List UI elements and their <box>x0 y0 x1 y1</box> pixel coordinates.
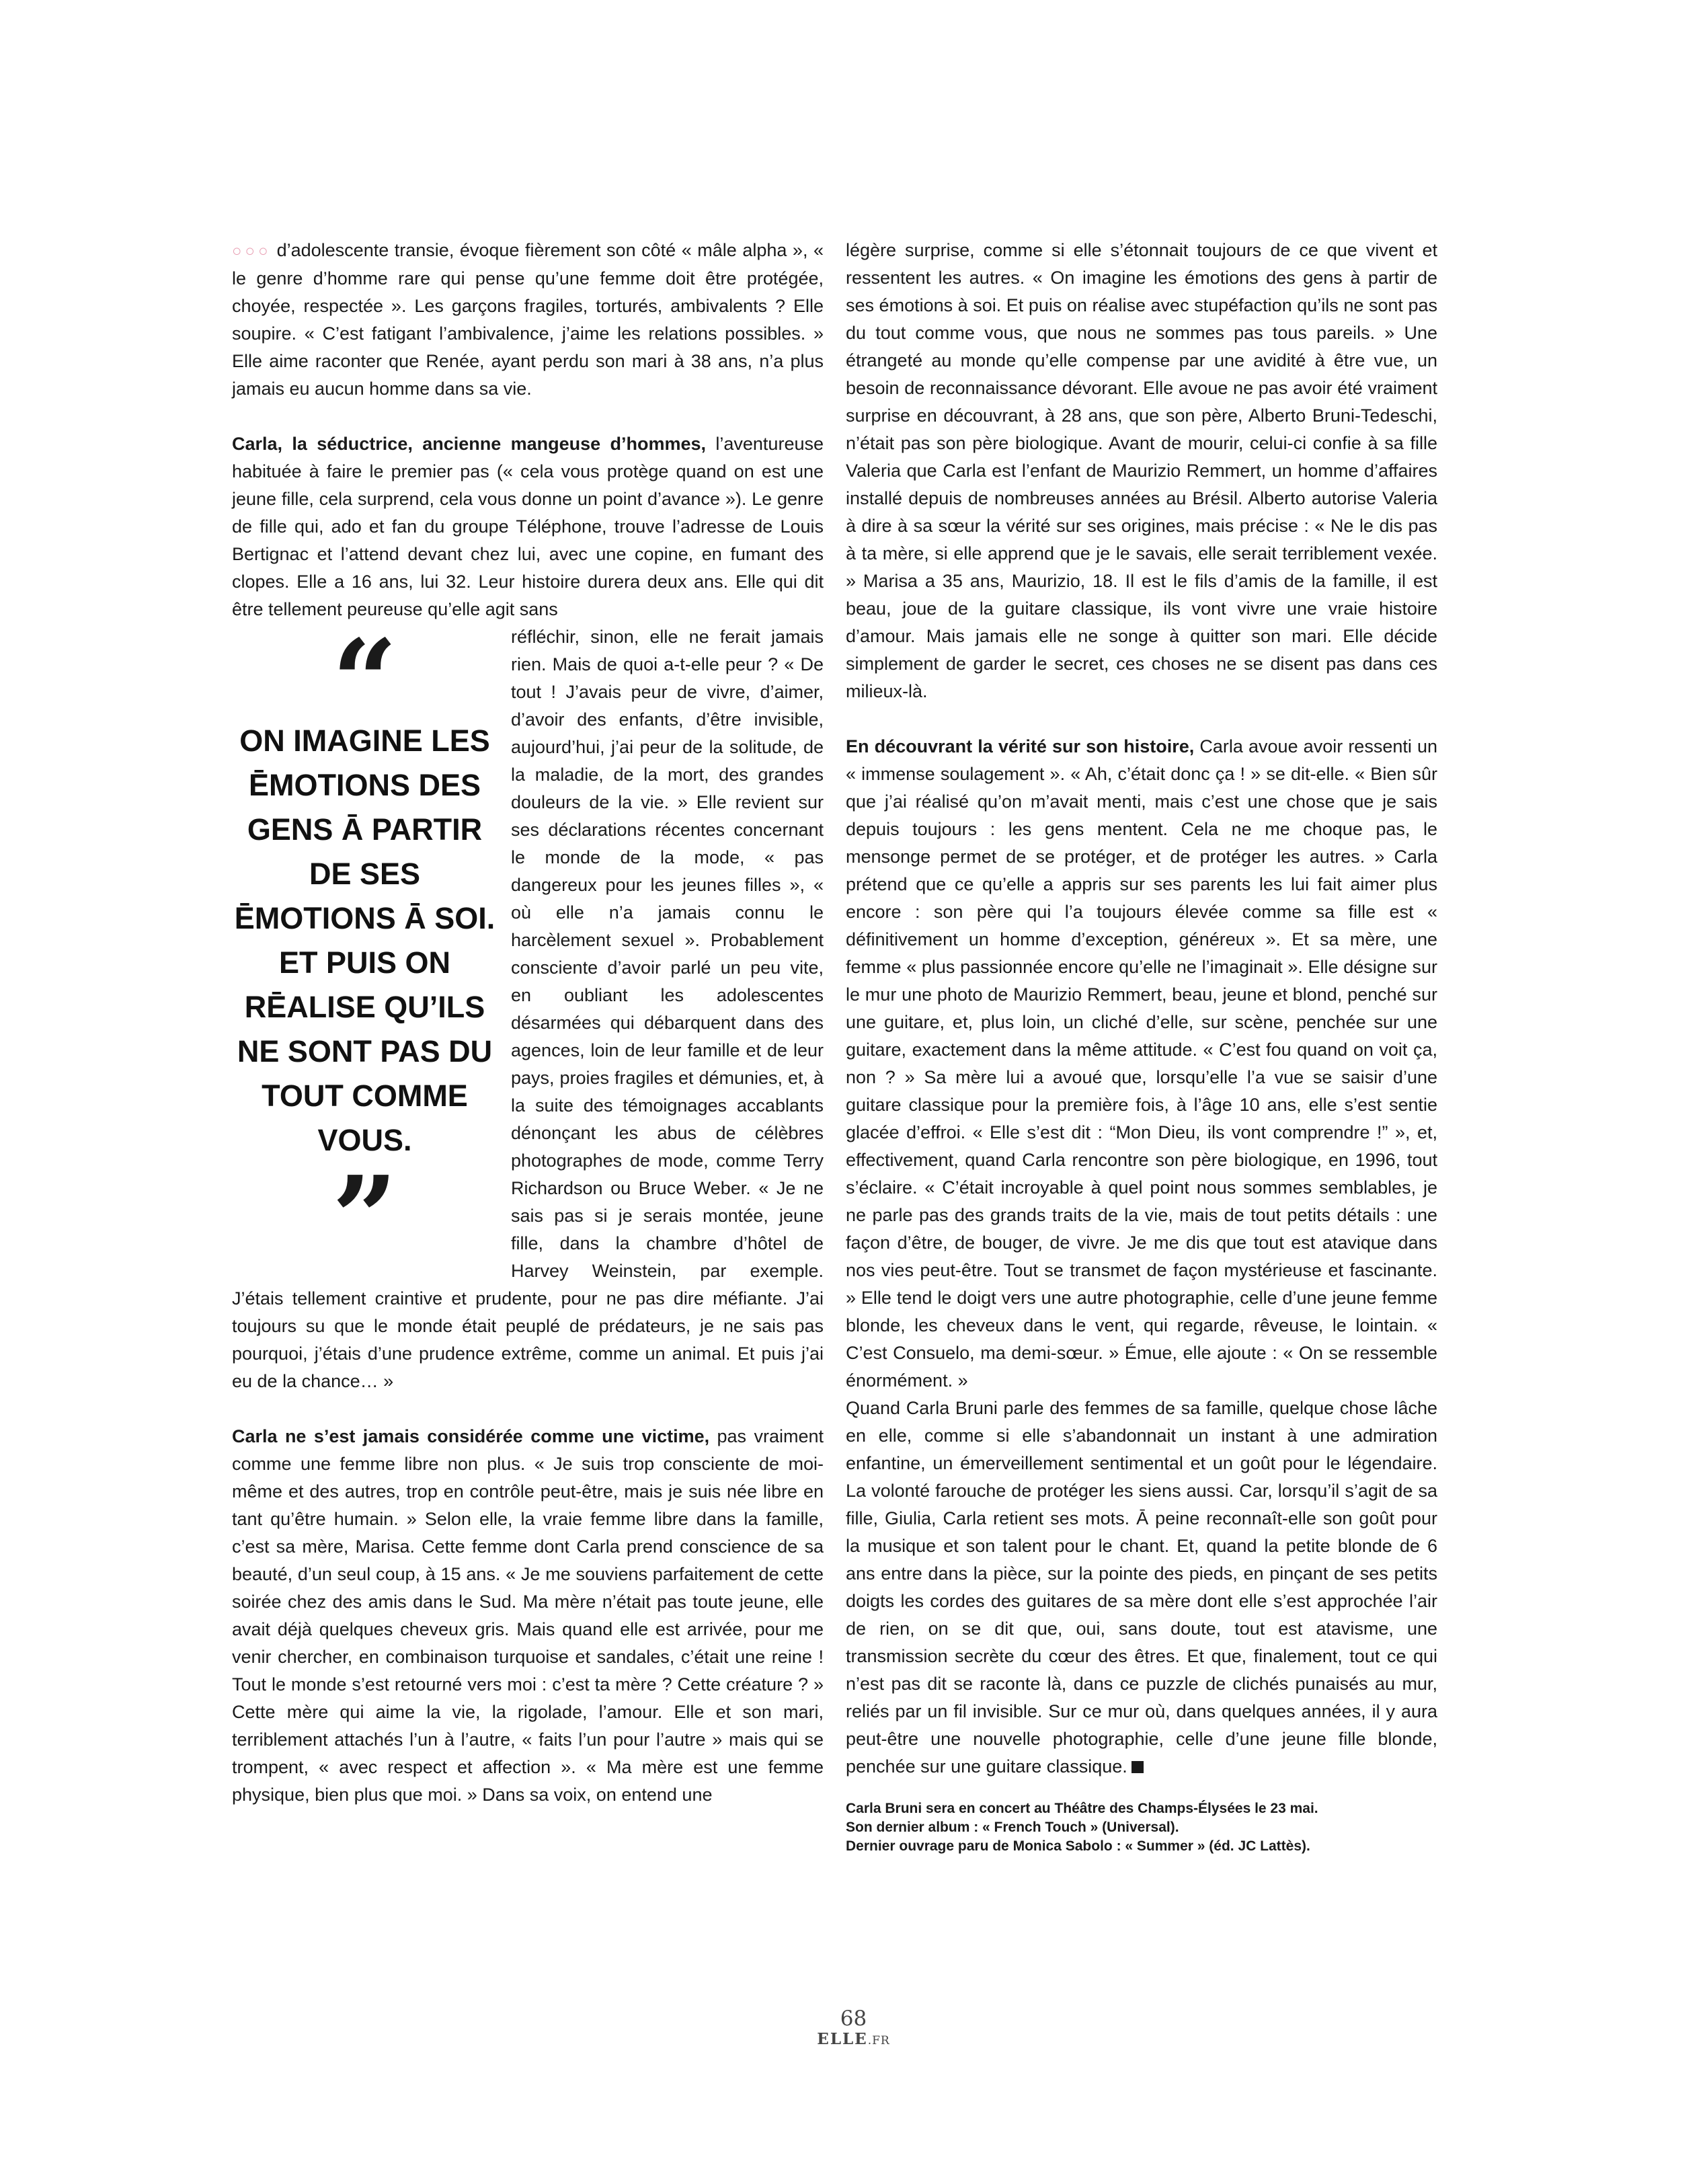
paragraph-lead: En découvrant la vérité sur son histoire, <box>846 736 1195 756</box>
credit-line: Son dernier album : « French Touch » (Universal). <box>846 1820 1179 1835</box>
credit-line: Carla Bruni sera en concert au Théâtre des Champs-Élysées le 23 mai. <box>846 1801 1318 1816</box>
brand-logo <box>0 2030 1707 2048</box>
paragraph: ○○○ d’adolescente transie, évoque fièrement son côté « mâle alpha », « le genre d’homme rare qui pense qu’une femme doit être protégée, choyée, respectée ». Les garçons fragiles, torturés, ambivalents ? Elle soupire. « C’est fatigant l’ambivalence, j’aime les relations possibles. » Elle aime raconter que Renée, ayant perdu son mari à 38 ans, n’a plus jamais eu aucun homme dans sa vie. <box>232 240 824 399</box>
end-square-icon <box>1132 1761 1144 1773</box>
paragraph-lead: Carla ne s’est jamais considérée comme une victime, <box>232 1426 710 1446</box>
pull-quote <box>232 615 498 1286</box>
section-dots-icon: ○○○ <box>232 242 272 260</box>
open-quote-icon: “ <box>331 615 398 749</box>
credit-line: Dernier ouvrage paru de Monica Sabolo : « Summer » (éd. JC Lattès). <box>846 1838 1310 1854</box>
paragraph: En découvrant la vérité sur son histoire, Carla avoue avoir ressenti un « immense soulagement ». « Ah, c’était donc ça ! » se dit-elle. « Bien sûr que j’ai réalisé qu’on m’avait menti, mais c’est une chose que je sais depuis toujours : les gens mentent. Cela ne me choque pas, le mensonge permet de se protéger, et de protéger les autres. » Carla prétend que ce qu’elle a appris sur ses parents les lui fait aimer plus encore : son père qui l’a toujours élevée comme sa fille est « définitivement un homme d’exception, généreux ». Et sa mère, une femme « plus passionnée encore qu’elle ne l’imaginait ». Elle désigne sur le mur une photo de Maurizio Remmert, beau, jeune et blond, penché sur une guitare, et, plus loin, un cliché d’elle, sur scène, penchée sur une guitare, exactement dans la même attitude. « C’est fou quand on voit ça, non ? » Sa mère lui a avoué que, lorsqu’elle l’a vue se saisir d’une guitare classique pour la première fois, à l’âge 10 ans, elle s’est sentie glacée d’effroi. « Elle s’est dit : “Mon Dieu, ils vont comprendre !” », et, effectivement, quand Carla rencontre son père biologique, en 1996, tout s’éclaire. « C’était incroyable à quel point nous sommes semblables, je ne parle pas des grands traits de la vie, mais de tout petits détails : une façon d’être, de bouger, de vivre. Je me dis que tout est atavique dans nos vies peut-être. Tout se transmet de façon mystérieuse et fascinante. » Elle tend le doigt vers une autre photographie, celle d’une jeune femme blonde, les cheveux dans le vent, qui regarde, rêveuse, le lointain. « C’est Consuelo, ma demi-sœur. » Émue, elle ajoute : « On se ressemble énormément. » <box>846 736 1437 1391</box>
paragraph: Carla ne s’est jamais considérée comme une victime, pas vraiment comme une femme libre non plus. « Je suis trop consciente de moi-même et des autres, trop en contrôle peut-être, mais je suis née libre en tant qu’être humain. » Selon elle, la vraie femme libre dans la famille, c’est sa mère, Marisa. Cette femme dont Carla prend conscience de sa beauté, d’un seul coup, à 15 ans. « Je me souviens parfaitement de cette soirée chez des amis dans le Sud. Ma mère n’était pas toute jeune, elle avait déjà quelques cheveux gris. Mais quand elle est arrivée, pour me venir chercher, en combinaison turquoise et sandales, c’était une reine ! Tout le monde s’est retourné vers moi : c’est ta mère ? Cette créature ? » Cette mère qui aime la vie, la rigolade, l’amour. Elle et son mari, terriblement attachés l’un à l’autre, « faits l’un pour l’autre » mais qui se trompent, « avec respect et affection ». « Ma mère est une femme physique, bien plus que moi. » Dans sa voix, on entend une <box>232 1426 824 1805</box>
pull-quote-text: ON IMAGINE LES ĒMOTIONS DES GENS Ā PARTIR DE SES ĒMOTIONS Ā SOI. ET PUIS ON RĒALISE QU’ILS NE SONT PAS DU TOUT COMME VOUS. <box>234 724 495 1157</box>
page-footer <box>0 2007 1707 2048</box>
paragraph-lead: Carla, la séductrice, ancienne mangeuse d’hommes, <box>232 434 707 454</box>
left-column <box>232 237 824 1809</box>
paragraph: Carla, la séductrice, ancienne mangeuse d’hommes, l’aventureuse habituée à faire le premier pas (« cela vous protège quand on est une jeune fille, cela surprend, cela vous donne un point d’avance »). Le genre de fille qui, ado et fan du groupe Téléphone, trouve l’adresse de Louis Bertignac et l’attend devant chez lui, avec une copine, en fumant des clopes. Elle a 16 ans, lui 32. Leur histoire durera deux ans. Elle qui dit être tellement peureuse qu’elle agit sans <box>232 434 824 619</box>
brand-suffix: .FR <box>867 2034 890 2048</box>
brand-name: ELLE <box>817 2030 868 2048</box>
close-quote-icon: ” <box>331 1151 398 1286</box>
paragraph: Quand Carla Bruni parle des femmes de sa famille, quelque chose lâche en elle, comme si elle s’abandonnait un instant à une admiration enfantine, un émerveillement sentimental et un goût pour le légendaire. La volonté farouche de protéger les siens aussi. Car, lorsqu’il s’agit de sa fille, Giulia, Carla retient ses mots. Ā peine reconnaît-elle son goût pour la musique et son talent pour le chant. Et, quand la petite blonde de 6 ans entre dans la pièce, sur la pointe des pieds, en pinçant de ses petits doigts les cordes des guitares de sa mère dont elle s’est approchée l’air de rien, on se dit que, oui, sans doute, tout est atavisme, une transmission secrète du cœur des êtres. Et que, finalement, tout ce qui n’est pas dit se raconte là, dans ce puzzle de clichés punaisés au mur, reliés par un fil invisible. Sur ce mur où, dans quelques années, il y aura peut-être une nouvelle photographie, celle d’une jeune fille blonde, penchée sur une guitare classique. <box>846 1398 1437 1777</box>
page-number: 68 <box>840 2006 867 2031</box>
paragraph: réfléchir, sinon, elle ne ferait jamais rien. Mais de quoi a-t-elle peur ? « De tout ! J’avais peur de vivre, d’aimer, d’avoir des enfants, d’être invisible, aujourd’hui, j’ai peur de la solitude, de la maladie, de la mort, des grandes douleurs de la vie. » Elle revient sur ses déclarations récentes concernant le monde de la mode, « pas dangereux pour les jeunes filles », « où elle n’a jamais connu le harcèlement sexuel ». Probablement consciente d’avoir parlé un peu vite, en oubliant les adolescentes désarmées qui débarquent dans des agences, loin de leur famille et de leur pays, proies fragiles et démunies, et, à la suite des témoignages accablants dénonçant les abus de célèbres photographes de mode, comme Terry Richardson ou Bruce Weber. « Je ne sais pas si je serais montée, jeune fille, dans la chambre d’hôtel de Harvey Weinstein, par exemple. J’étais tellement craintive et prudente, pour ne pas dire méfiante. J’ai toujours su que le monde était peuplé de prédateurs, je ne sais pas pourquoi, j’étais d’une prudence extrême, comme un animal. Et puis j’ai eu de la chance… » <box>232 627 824 1391</box>
credits <box>846 1799 1437 1856</box>
paragraph: légère surprise, comme si elle s’étonnait toujours de ce que vivent et ressentent les autres. « On imagine les émotions des gens à partir de ses émotions à soi. Et puis on réalise avec stupéfaction qu’ils ne sont pas du tout comme vous, que nous ne sommes pas tous pareils. » Une étrangeté au monde qu’elle compense par une avidité à être vue, un besoin de reconnaissance dévorant. Elle avoue ne pas avoir été vraiment surprise en découvrant, à 28 ans, que son père, Alberto Bruni-Tedeschi, n’était pas son père biologique. Avant de mourir, celui-ci confie à sa fille Valeria que Carla est l’enfant de Maurizio Remmert, un homme d’affaires installé depuis de nombreuses années au Brésil. Alberto autorise Valeria à dire à sa sœur la vérité sur ses origines, mais précise : « Ne le dis pas à ta mère, si elle apprend que je le savais, elle serait terriblement vexée. » Marisa a 35 ans, Maurizio, 18. Il est le fils d’amis de la famille, il est beau, joue de la guitare classique, ils vont vivre une vraie histoire d’amour. Mais jamais elle ne songe à quitter son mari. Elle décide simplement de garder le secret, ces choses ne se disent pas dans ces milieux-là. <box>846 240 1437 701</box>
right-column <box>846 237 1437 1856</box>
